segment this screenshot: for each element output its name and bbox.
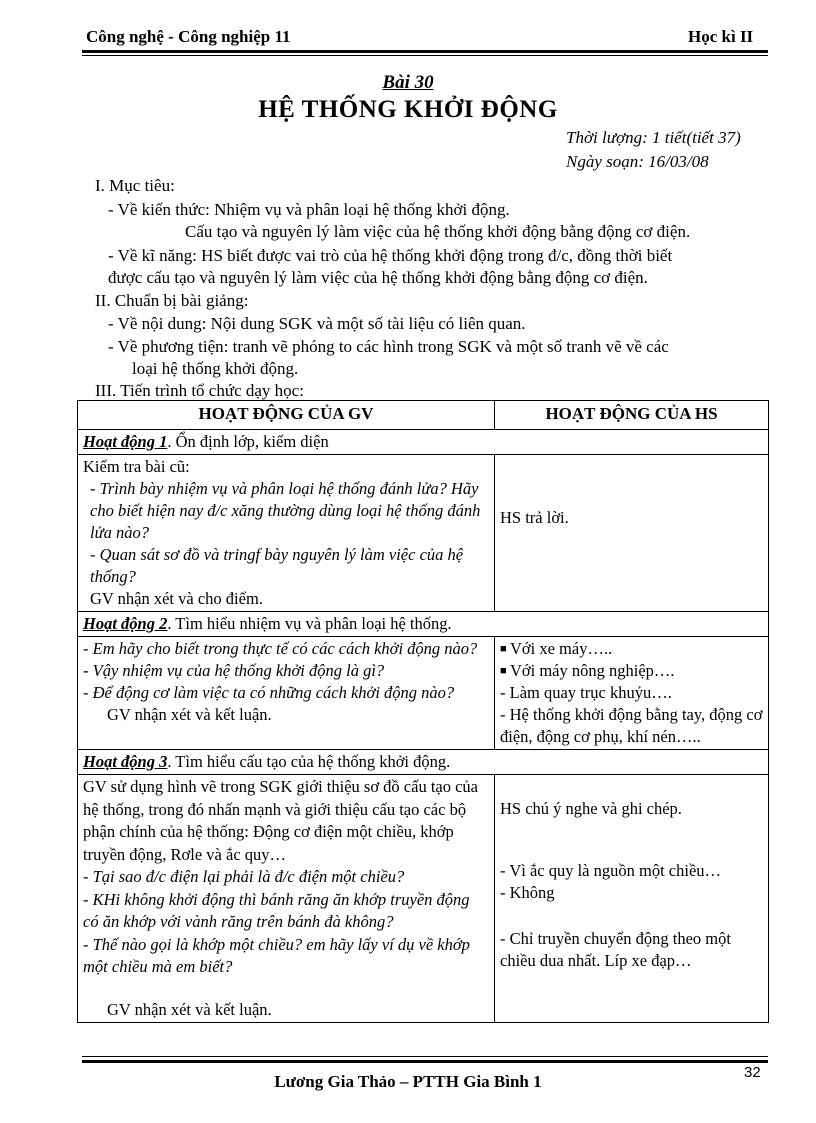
section-objectives: I. Mục tiêu:: [95, 176, 175, 195]
prep-materials-cont: loại hệ thống khởi động.: [132, 359, 299, 378]
prep-content: - Về nội dung: Nội dung SGK và một số tài liệu có liên quan.: [108, 314, 526, 333]
objective-knowledge-cont: Cấu tạo và nguyên lý làm việc của hệ thống khởi động bằng động cơ điện.: [185, 222, 691, 241]
activity-3-text: . Tìm hiểu cấu tạo của hệ thống khởi động.: [167, 752, 451, 771]
act3-answer-3: - Không: [500, 883, 555, 902]
activity-1-teacher: [78, 455, 495, 612]
act1-conclusion: GV nhận xét và cho điểm.: [90, 589, 263, 608]
act2-answer-3: - Làm quay trục khuỷu….: [500, 683, 672, 702]
act2-question-3: - Để động cơ làm việc ta có những cách khởi động nào?: [83, 683, 455, 702]
act2-question-2: - Vậy nhiệm vụ của hệ thống khởi động là gì?: [83, 661, 385, 680]
activity-1-label: Hoạt động 1: [83, 432, 168, 451]
activity-3-label: Hoạt động 3: [83, 752, 168, 771]
page-number: 32: [744, 1064, 761, 1081]
activity-2-title-row: [78, 612, 769, 637]
activity-3-title: [78, 750, 769, 775]
col-teacher-header: HOẠT ĐỘNG CỦA GV: [78, 401, 495, 430]
footer-rule-thin: [82, 1056, 768, 1057]
objective-skills-cont: được cấu tạo và nguyên lý làm việc của hệ thống khởi động bằng động cơ điện.: [108, 268, 648, 287]
activity-2-student: [495, 637, 769, 750]
activity-1-student: [495, 455, 769, 612]
lesson-number: Bài 30: [382, 72, 434, 93]
activity-1-text: . Ổn định lớp, kiểm diện: [167, 432, 329, 451]
activity-3-student: [495, 775, 769, 1023]
footer-rule: [82, 1060, 768, 1063]
act2-answer-2: ■ Với máy nông nghiệp….: [500, 661, 675, 680]
header-rule: [82, 50, 768, 53]
activity-2-title: [78, 612, 769, 637]
lesson-duration: Thời lượng: 1 tiết(tiết 37): [566, 128, 741, 147]
act3-question-2: - KHi không khởi động thì bánh răng ăn khớp truyền động có ăn khớp với vành răng trên bánh đà không?: [83, 889, 470, 931]
square-bullet-icon: ■: [500, 665, 507, 677]
act3-answer-2: - Vì ắc quy là nguồn một chiều…: [500, 861, 722, 880]
act3-answer-4: - Chỉ truyền chuyển động theo một chiều dua nhất. Líp xe đạp…: [500, 929, 731, 970]
act2-question-1: - Em hãy cho biết trong thực tế có các cách khởi động nào?: [83, 639, 478, 658]
col-student-header: HOẠT ĐỘNG CỦA HS: [495, 401, 769, 430]
activity-3-teacher: [78, 775, 495, 1023]
act3-question-1: - Tại sao đ/c điện lại phải là đ/c điện một chiều?: [83, 867, 405, 886]
act1-student-answer: HS trả lời.: [500, 508, 569, 527]
footer-author: Lương Gia Thảo – PTTH Gia Bình 1: [274, 1072, 542, 1091]
activity-1-title-row: [78, 430, 769, 455]
activity-3-row: [78, 775, 769, 1023]
activity-1-row: [78, 455, 769, 612]
lesson-title: HỆ THỐNG KHỞI ĐỘNG: [258, 96, 558, 123]
header-subject: Công nghệ - Công nghiệp 11: [86, 27, 291, 46]
activity-2-text: . Tìm hiểu nhiệm vụ và phân loại hệ thống.: [167, 614, 452, 633]
act1-question-1: - Trình bày nhiệm vụ và phân loại hệ thống đánh lửa? Hãy cho biết hiện nay đ/c xăng thường dùng loại hệ thống đánh lửa nào?: [90, 479, 481, 542]
header-semester: Học kì II: [688, 27, 754, 46]
activity-2-label: Hoạt động 2: [83, 614, 168, 633]
lesson-date: Ngày soạn: 16/03/08: [566, 152, 709, 171]
activity-3-title-row: [78, 750, 769, 775]
act1-intro: Kiểm tra bài cũ:: [83, 457, 190, 476]
prep-materials: - Về phương tiện: tranh vẽ phóng to các hình trong SGK và một số tranh vẽ về các: [108, 337, 669, 356]
objective-skills: - Về kĩ năng: HS biết được vai trò của hệ thống khởi động trong đ/c, đồng thời biết: [108, 246, 673, 265]
act3-conclusion: GV nhận xét và kết luận.: [107, 999, 272, 1019]
act2-answer-1: ■ Với xe máy…..: [500, 639, 613, 658]
act2-conclusion: GV nhận xét và kết luận.: [107, 705, 272, 724]
act1-question-2: - Quan sát sơ đồ và tringf bày nguyên lý làm việc của hệ thống?: [90, 545, 464, 586]
act3-answer-1: HS chú ý nghe và ghi chép.: [500, 799, 682, 818]
section-preparation: II. Chuẩn bị bài giảng:: [95, 291, 249, 310]
act3-question-3: - Thế nào gọi là khớp một chiều? em hãy lấy ví dụ về khớp một chiều mà em biết?: [83, 934, 470, 976]
table-header-row: [78, 401, 769, 430]
square-bullet-icon: ■: [500, 643, 507, 655]
activity-2-teacher: [78, 637, 495, 750]
act3-intro: GV sử dụng hình vẽ trong SGK giới thiệu sơ đồ cấu tạo của hệ thống, trong đó nhấn mạnh và giới thiệu cấu tạo các bộ phận chính của hệ thống: Động cơ điện một chiều, khớp truyền động, Rơle và ắc quy…: [83, 777, 479, 864]
activity-1-title: [78, 430, 769, 455]
activity-table: [77, 400, 769, 1023]
section-procedure: III. Tiến trình tổ chức dạy học:: [95, 381, 304, 400]
act2-answer-4: - Hệ thống khởi động bằng tay, động cơ điện, động cơ phụ, khí nén…..: [500, 705, 763, 746]
header-rule-thin: [82, 55, 768, 56]
objective-knowledge: - Về kiến thức: Nhiệm vụ và phân loại hệ thống khởi động.: [108, 200, 510, 219]
activity-2-row: [78, 637, 769, 750]
